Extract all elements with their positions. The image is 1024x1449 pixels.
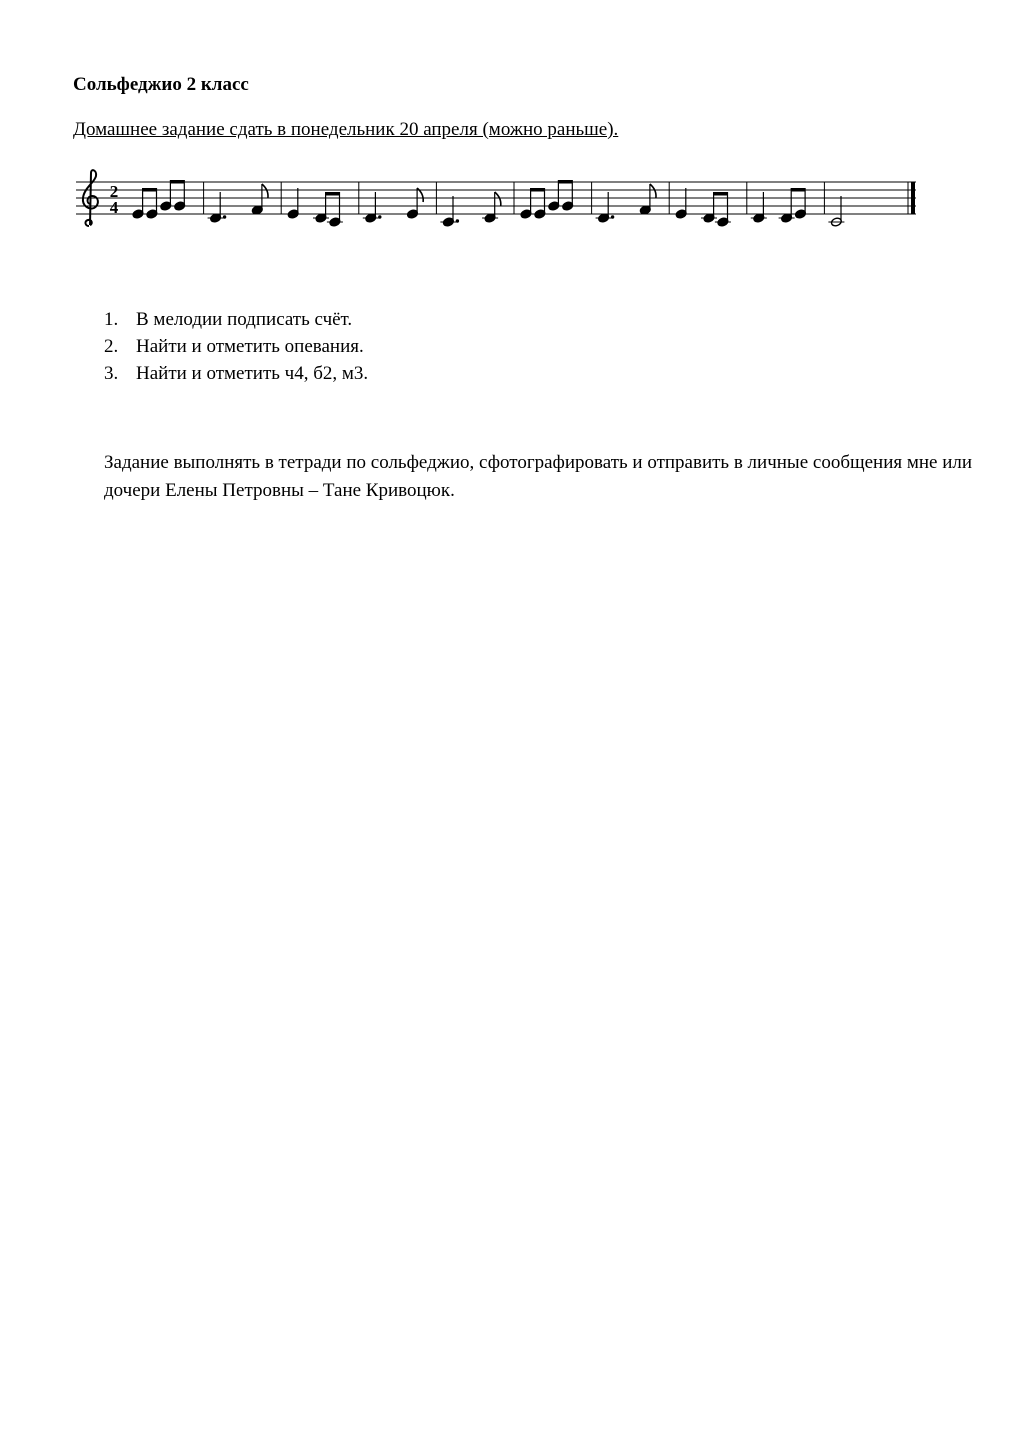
note-beam	[714, 192, 728, 196]
task-item	[104, 333, 368, 360]
task-text: Найти и отметить опевания.	[136, 336, 364, 357]
note-beam	[326, 192, 340, 196]
dot	[223, 215, 226, 218]
melody-score	[76, 168, 918, 232]
due-date-note: Домашнее задание сдать в понедельник 20 апреля (можно раньше).	[73, 119, 619, 140]
task-text: В мелодии подписать счёт.	[136, 309, 353, 330]
note-flag	[495, 192, 501, 206]
note-flag	[262, 184, 268, 198]
dot	[456, 219, 459, 222]
dot	[378, 215, 381, 218]
note-beam	[143, 188, 157, 192]
time-signature-bottom: 4	[109, 198, 119, 217]
dot	[611, 215, 614, 218]
task-text: Найти и отметить ч4, б2, м3.	[136, 363, 369, 384]
task-list	[104, 306, 368, 387]
time-signature-top: 2	[109, 182, 119, 201]
task-item	[104, 306, 368, 333]
note-beam	[791, 188, 805, 192]
final-double-barline	[911, 182, 915, 214]
task-item	[104, 360, 368, 387]
document-title: Сольфеджио 2 класс	[73, 74, 249, 95]
note-beam	[170, 180, 184, 184]
task-number: 1.	[104, 309, 119, 330]
task-number: 3.	[104, 363, 119, 384]
submission-instruction: Задание выполнять в тетради по сольфеджио, сфотографировать и отправить в личные сообщения мне или дочери Елены Петровны – Тане Кривоцюк.	[104, 452, 973, 501]
task-number: 2.	[104, 336, 119, 357]
note-beam	[531, 188, 545, 192]
note-beam	[558, 180, 572, 184]
note-flag	[650, 184, 656, 198]
